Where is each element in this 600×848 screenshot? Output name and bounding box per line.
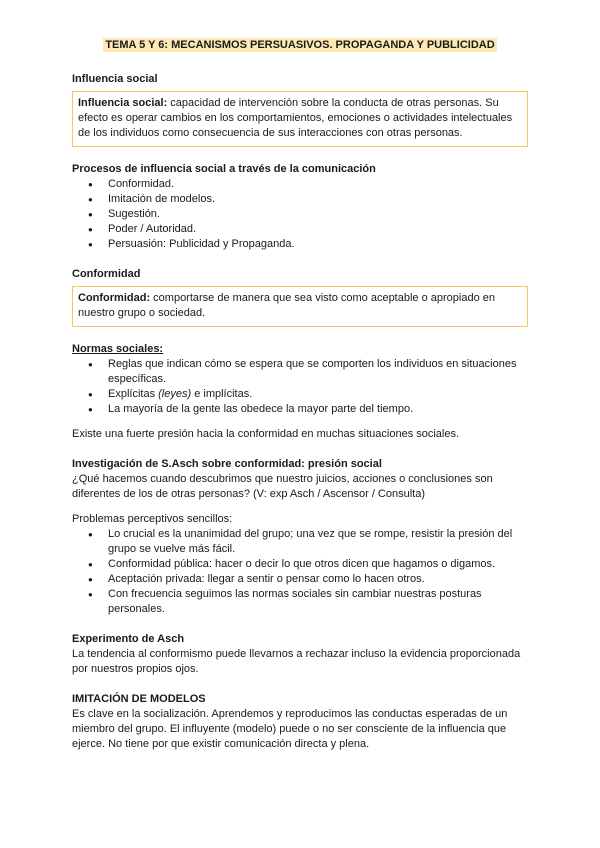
definition-box-conformidad	[72, 286, 528, 327]
paragraph: Es clave en la socialización. Aprendemos y reproducimos las conductas esperadas de un miembro del grupo. El influyente (modelo) puede o no ser consciente de la influencia que ejerce. No tiene por que existir comunicación directa y plena.	[72, 708, 508, 750]
definition-term: Conformidad:	[78, 292, 151, 304]
heading-imitacion-modelos: IMITACIÓN DE MODELOS	[72, 693, 206, 705]
list-item: ● Conformidad.	[108, 177, 528, 192]
paragraph-intro: Problemas perceptivos sencillos:	[72, 513, 233, 525]
heading-normas-sociales: Normas sociales:	[72, 343, 164, 355]
definition-text: comportarse de manera que sea visto como aceptable o apropiado en nuestro grupo o sociedad.	[78, 292, 495, 319]
list-item: ● La mayoría de la gente las obedece la mayor parte del tiempo.	[108, 402, 528, 417]
procesos-list	[72, 177, 528, 252]
definition-term: Influencia social:	[78, 97, 168, 109]
document-title	[0, 38, 600, 53]
heading-procesos: Procesos de influencia social a través de la comunicación	[72, 163, 376, 175]
list-item: ● Poder / Autoridad.	[108, 222, 528, 237]
list-item: ● Conformidad pública: hacer o decir lo que otros dicen que hagamos o digamos.	[108, 557, 528, 572]
heading-conformidad: Conformidad	[72, 268, 141, 280]
list-item: ● Sugestión.	[108, 207, 528, 222]
definition-box-influencia	[72, 91, 528, 147]
list-item: ● Imitación de modelos.	[108, 192, 528, 207]
list-item: ● Explícitas (leyes) e implícitas.	[108, 387, 528, 402]
definition-text: capacidad de intervención sobre la conducta de otras personas. Su efecto es operar cambios en los comportamientos, emociones o actividades intelectuales de los individuos como consecuencia de sus interacciones con otras personas.	[78, 97, 513, 139]
list-item: ● Con frecuencia seguimos las normas sociales sin cambiar nuestras posturas personales.	[108, 587, 528, 617]
paragraph: ¿Qué hacemos cuando descubrimos que nuestro juicios, acciones o conclusiones son diferentes de los de otras personas? (V: exp Asch / Ascensor / Consulta)	[72, 473, 493, 500]
list-item: ● Aceptación privada: llegar a sentir o pensar como lo hacen otros.	[108, 572, 528, 587]
document-body	[72, 72, 528, 752]
problemas-list	[72, 527, 528, 617]
document-title-text: TEMA 5 Y 6: MECANISMOS PERSUASIVOS. PROPAGANDA Y PUBLICIDAD	[105, 39, 495, 51]
heading-influencia-social: Influencia social	[72, 73, 158, 85]
normas-list	[72, 357, 528, 417]
heading-asch-investigacion: Investigación de S.Asch sobre conformidad: presión social	[72, 458, 382, 470]
list-item: ● Persuasión: Publicidad y Propaganda.	[108, 237, 528, 252]
list-item: ● Lo crucial es la unanimidad del grupo; una vez que se rompe, resistir la presión del grupo se vuelve más fácil.	[108, 527, 528, 557]
heading-experimento-asch: Experimento de Asch	[72, 633, 185, 645]
paragraph: La tendencia al conformismo puede llevarnos a rechazar incluso la evidencia proporcionada por nuestros propios ojos.	[72, 648, 521, 675]
paragraph: Existe una fuerte presión hacia la conformidad en muchas situaciones sociales.	[72, 428, 460, 440]
list-item: ● Reglas que indican cómo se espera que se comporten los individuos en situaciones específicas.	[108, 357, 528, 387]
